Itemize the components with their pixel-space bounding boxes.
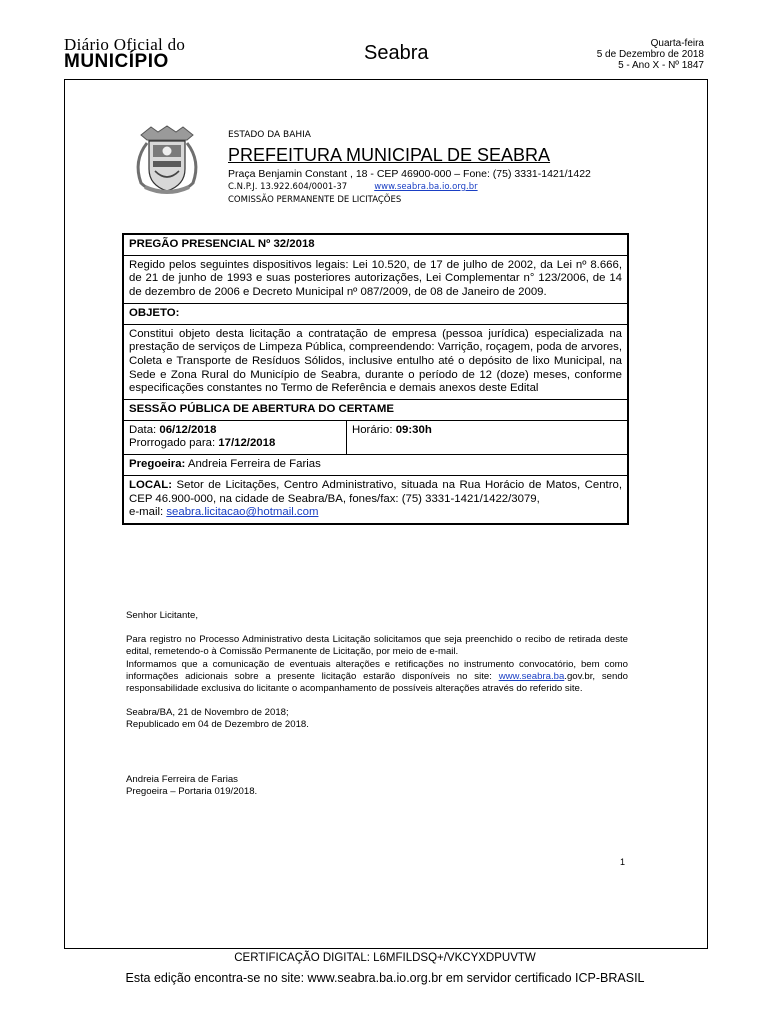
legal-basis: Regido pelos seguintes dispositivos legais: Lei 10.520, de 17 de julho de 2002, da Lei nº 8.666, de 21 de junho de 1993 e suas posteriores autorizações, Lei Complementar n° 123/2006, de 14 de dezembro de 2006 e Decreto Municipal nº 087/2009, de 08 de Janeiro de 2009. [124,256,627,304]
session-schedule [124,421,627,455]
edition-date: 5 de Dezembro de 2018 [596,49,704,60]
local-label: LOCAL: [129,478,173,491]
pregoeira-label: Pregoeira: [129,458,186,471]
letter-body [126,610,628,798]
edition-info [597,38,704,71]
postponed-line [129,437,341,451]
edition-note: Esta edição encontra-se no site: www.seabra.ba.io.org.br em servidor certificado ICP-BRASIL [125,971,645,985]
diario-oficial-logo [64,36,185,71]
pregoeira-value: Andreia Ferreira de Farias [185,458,321,471]
coat-of-arms-icon [127,125,207,197]
notice-title: PREGÃO PRESENCIAL Nº 32/2018 [124,235,627,256]
notice-box [122,233,629,525]
local-text: Setor de Licitações, Centro Administrativo, situada na Rua Horácio de Matos, Centro, CEP 46.900-000, na cidade de Seabra/BA, fones/fax: (75) 3331-1421/1422/3079, [129,478,622,505]
prefeitura-title: PREFEITURA MUNICIPAL DE SEABRA [228,145,551,165]
cnpj-line [228,182,648,192]
masthead-city: Seabra [364,42,429,64]
republished-note: Republicado em 04 de Dezembro de 2018. [126,719,309,731]
session-date-line [129,424,341,438]
edition-weekday: Quarta-feira [650,38,704,49]
edition-issue: 5 - Ano X - Nº 1847 [618,60,704,71]
commission-name: COMISSÃO PERMANENTE DE LICITAÇÕES [228,195,402,205]
logo-top-text: Diário Oficial do [64,35,186,54]
prefeitura-address: Praça Benjamin Constant , 18 - CEP 46900-000 – Fone: (75) 3331-1421/1422 [228,168,591,180]
paragraph-registration: Para registro no Processo Administrativo desta Licitação solicitamos que seja preenchido o recibo de retirada deste edital, remetendo-o à Comissão Permanente de Licitação, por meio de e-mail. [126,634,628,658]
website-link[interactable]: www.seabra.ba.io.org.br [374,182,478,192]
para2-end: .gov.br, sendo responsabilidade exclusiva do licitante o acompanhamento de possíveis alterações através do referido site. [126,670,628,695]
date-value: 06/12/2018 [159,423,217,436]
postponed-value: 17/12/2018 [218,437,276,450]
session-dates [124,421,347,454]
logo-bottom-text: MUNICÍPIO [64,51,169,72]
session-label: SESSÃO PÚBLICA DE ABERTURA DO CERTAME [124,400,627,421]
paragraph-information [126,659,628,696]
certification-line: CERTIFICAÇÃO DIGITAL: L6MFILDSQ+/VKCYXDPUVTW [234,952,536,964]
object-label: OBJETO: [124,304,627,325]
para2-start: Informamos que a comunicação de eventuais alterações e retificações no instrumento convocatório, bem como informações adicionais sobre a presente licitação estarão disponíveis no site: [126,658,628,682]
email-link[interactable]: seabra.licitacao@hotmail.com [166,506,319,519]
signer-role: Pregoeira – Portaria 019/2018. [126,785,258,797]
object-text: Constitui objeto desta licitação a contratação de empresa (pessoa jurídica) especializada na prestação de serviços de Limpeza Pública, compreendendo: Varrição, roçagem, poda de arvores, Coleta e Transporte de Resíduos Sólidos, inclusive entulho até o depósito de lixo Municipal, na Sede e Zona Rural do Município de Seabra, durante o período de 12 (doze) meses, conforme especificações constantes no Termo de Referência e demais anexos deste Edital [124,325,627,401]
local-row [124,476,627,523]
date-label: Data: [129,423,160,436]
email-label: e-mail: [129,506,167,519]
session-time [347,421,437,454]
pregoeira-row [124,455,627,476]
place-date: Seabra/BA, 21 de Novembro de 2018; [126,707,289,719]
signer-name: Andreia Ferreira de Farias [126,773,238,785]
state-name: ESTADO DA BAHIA [228,130,311,140]
cnpj-number: C.N.P.J. 13.922.604/0001-37 [228,182,348,192]
time-value: 09:30h [395,423,432,436]
time-label: Horário: [352,423,396,436]
postponed-label: Prorrogado para: [129,437,219,450]
page-number: 1 [620,857,626,867]
greeting: Senhor Licitante, [126,610,198,621]
prefeitura-header [228,130,648,205]
site-link[interactable]: www.seabra.ba [498,670,565,682]
masthead [64,36,708,70]
